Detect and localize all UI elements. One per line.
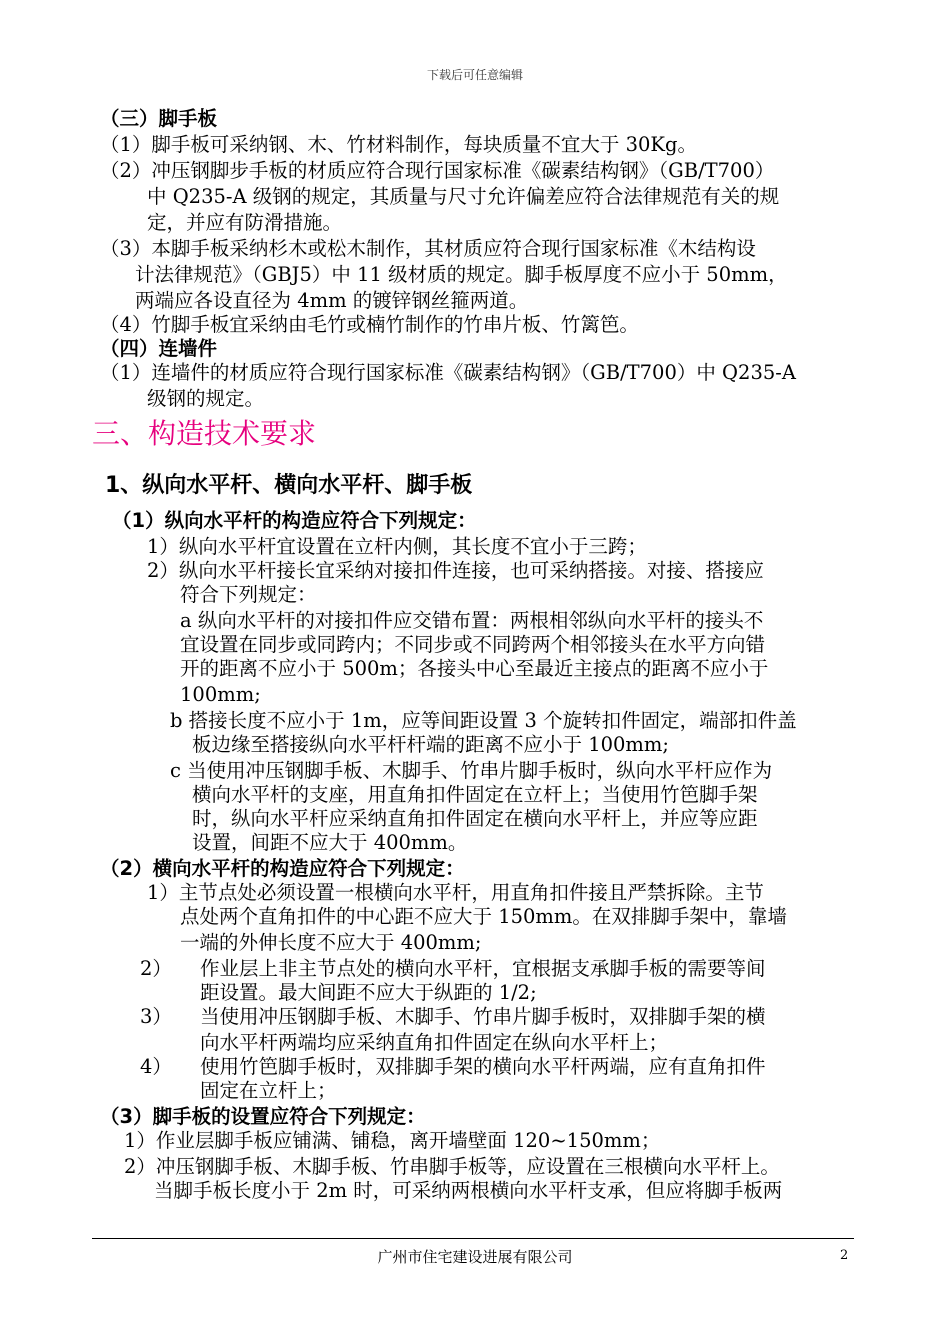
text-line: b 搭接长度不应小于 1m，应等间距设置 3 个旋转扣件固定，端部扣件盖 bbox=[170, 709, 797, 732]
chapter-title: 三、构造技术要求 bbox=[92, 417, 317, 450]
text-line: 时，纵向水平杆应采纳直角扣件固定在横向水平杆上，并应等应距 bbox=[192, 807, 758, 830]
text-line: 定，并应有防滑措施。 bbox=[147, 211, 343, 234]
footer-divider bbox=[92, 1238, 854, 1239]
list-number: 3） bbox=[140, 1005, 172, 1028]
text-line: 中 Q235-A 级钢的规定，其质量与尺寸允许偏差应符合法律规范有关的规 bbox=[147, 185, 780, 208]
text-line: （3）本脚手板采纳杉木或松木制作，其材质应符合现行国家标准《木结构设 bbox=[100, 237, 756, 260]
text-line: 1）主节点处必须设置一根横向水平杆，用直角扣件接且严禁拆除。主节 bbox=[147, 881, 764, 904]
text-line: 计法律规范》（GBJ5）中 11 级材质的规定。脚手板厚度不应小于 50mm， bbox=[135, 263, 788, 286]
text-line: c 当使用冲压钢脚手板、木脚手、竹串片脚手板时，纵向水平杆应作为 bbox=[170, 759, 773, 782]
text-line: 固定在立杆上； bbox=[200, 1079, 337, 1102]
text-line: （1）脚手板可采纳钢、木、竹材料制作，每块质量不宜大于 30Kg。 bbox=[100, 133, 697, 156]
text-line: 2）冲压钢脚手板、木脚手板、竹串脚手板等，应设置在三根横向水平杆上。 bbox=[124, 1155, 780, 1178]
text-line: 板边缘至搭接纵向水平杆杆端的距离不应小于 100mm; bbox=[192, 733, 669, 756]
text-line: 符合下列规定： bbox=[180, 583, 317, 606]
text-line: 作业层上非主节点处的横向水平杆，宜根据支承脚手板的需要等间 bbox=[200, 957, 766, 980]
text-line: 当脚手板长度小于 2m 时，可采纳两根横向水平杆支承，但应将脚手板两 bbox=[154, 1179, 783, 1202]
text-line: （4）竹脚手板宜采纳由毛竹或楠竹制作的竹串片板、竹篱笆。 bbox=[100, 313, 639, 336]
text-line: 使用竹笆脚手板时，双排脚手架的横向水平杆两端，应有直角扣件 bbox=[200, 1055, 766, 1078]
section-title: 1、纵向水平杆、横向水平杆、脚手板 bbox=[105, 473, 473, 498]
text-line: 两端应各设直径为 4mm 的镀锌钢丝箍两道。 bbox=[135, 289, 529, 312]
text-line: 100mm; bbox=[180, 683, 261, 706]
list-number: 4） bbox=[140, 1055, 172, 1078]
text-line: 当使用冲压钢脚手板、木脚手、竹串片脚手板时，双排脚手架的横 bbox=[200, 1005, 766, 1028]
section-heading-wall-tie: （四）连墙件 bbox=[100, 337, 218, 360]
text-line: 1）纵向水平杆宜设置在立杆内侧，其长度不宜小于三跨； bbox=[147, 535, 647, 558]
text-line: 级钢的规定。 bbox=[147, 387, 265, 410]
subsection-heading: （3）脚手板的设置应符合下列规定： bbox=[100, 1105, 426, 1128]
subsection-heading: （1）纵向水平杆的构造应符合下列规定： bbox=[112, 509, 477, 532]
text-line: （2）冲压钢脚步手板的材质应符合现行国家标准《碳素结构钢》（GB/T700） bbox=[100, 159, 775, 182]
text-line: 点处两个直角扣件的中心距不应大于 150mm。在双排脚手架中，靠墙 bbox=[180, 905, 787, 928]
text-line: （1）连墙件的材质应符合现行国家标准《碳素结构钢》（GB/T700）中 Q235-A bbox=[100, 361, 796, 384]
text-line: 开的距离不应小于 500m；各接头中心至最近主接点的距离不应小于 bbox=[180, 657, 769, 680]
text-line: 向水平杆两端均应采纳直角扣件固定在纵向水平杆上； bbox=[200, 1031, 669, 1054]
text-line: 横向水平杆的支座，用直角扣件固定在立杆上；当使用竹笆脚手架 bbox=[192, 783, 758, 806]
page-number: 2 bbox=[840, 1248, 849, 1263]
text-line: a 纵向水平杆的对接扣件应交错布置：两根相邻纵向水平杆的接头不 bbox=[180, 609, 764, 632]
text-line: 一端的外伸长度不应大于 400mm; bbox=[180, 931, 482, 954]
text-line: 宜设置在同步或同跨内；不同步或不同跨两个相邻接头在水平方向错 bbox=[180, 633, 766, 656]
text-line: 1）作业层脚手板应铺满、铺稳，离开墙壁面 120~150mm； bbox=[124, 1129, 661, 1152]
text-line: 距设置。最大间距不应大于纵距的 1/2; bbox=[200, 981, 537, 1004]
text-line: 设置，间距不应大于 400mm。 bbox=[192, 831, 468, 854]
subsection-heading: （2）横向水平杆的构造应符合下列规定： bbox=[100, 857, 465, 880]
page-header: 下载后可任意编辑 bbox=[426, 68, 523, 82]
list-number: 2） bbox=[140, 957, 172, 980]
footer-company: 广州市住宅建设进展有限公司 bbox=[377, 1248, 573, 1266]
text-line: 2）纵向水平杆接长宜采纳对接扣件连接，也可采纳搭接。对接、搭接应 bbox=[147, 559, 764, 582]
section-heading-scaffold-board: （三）脚手板 bbox=[100, 107, 218, 130]
